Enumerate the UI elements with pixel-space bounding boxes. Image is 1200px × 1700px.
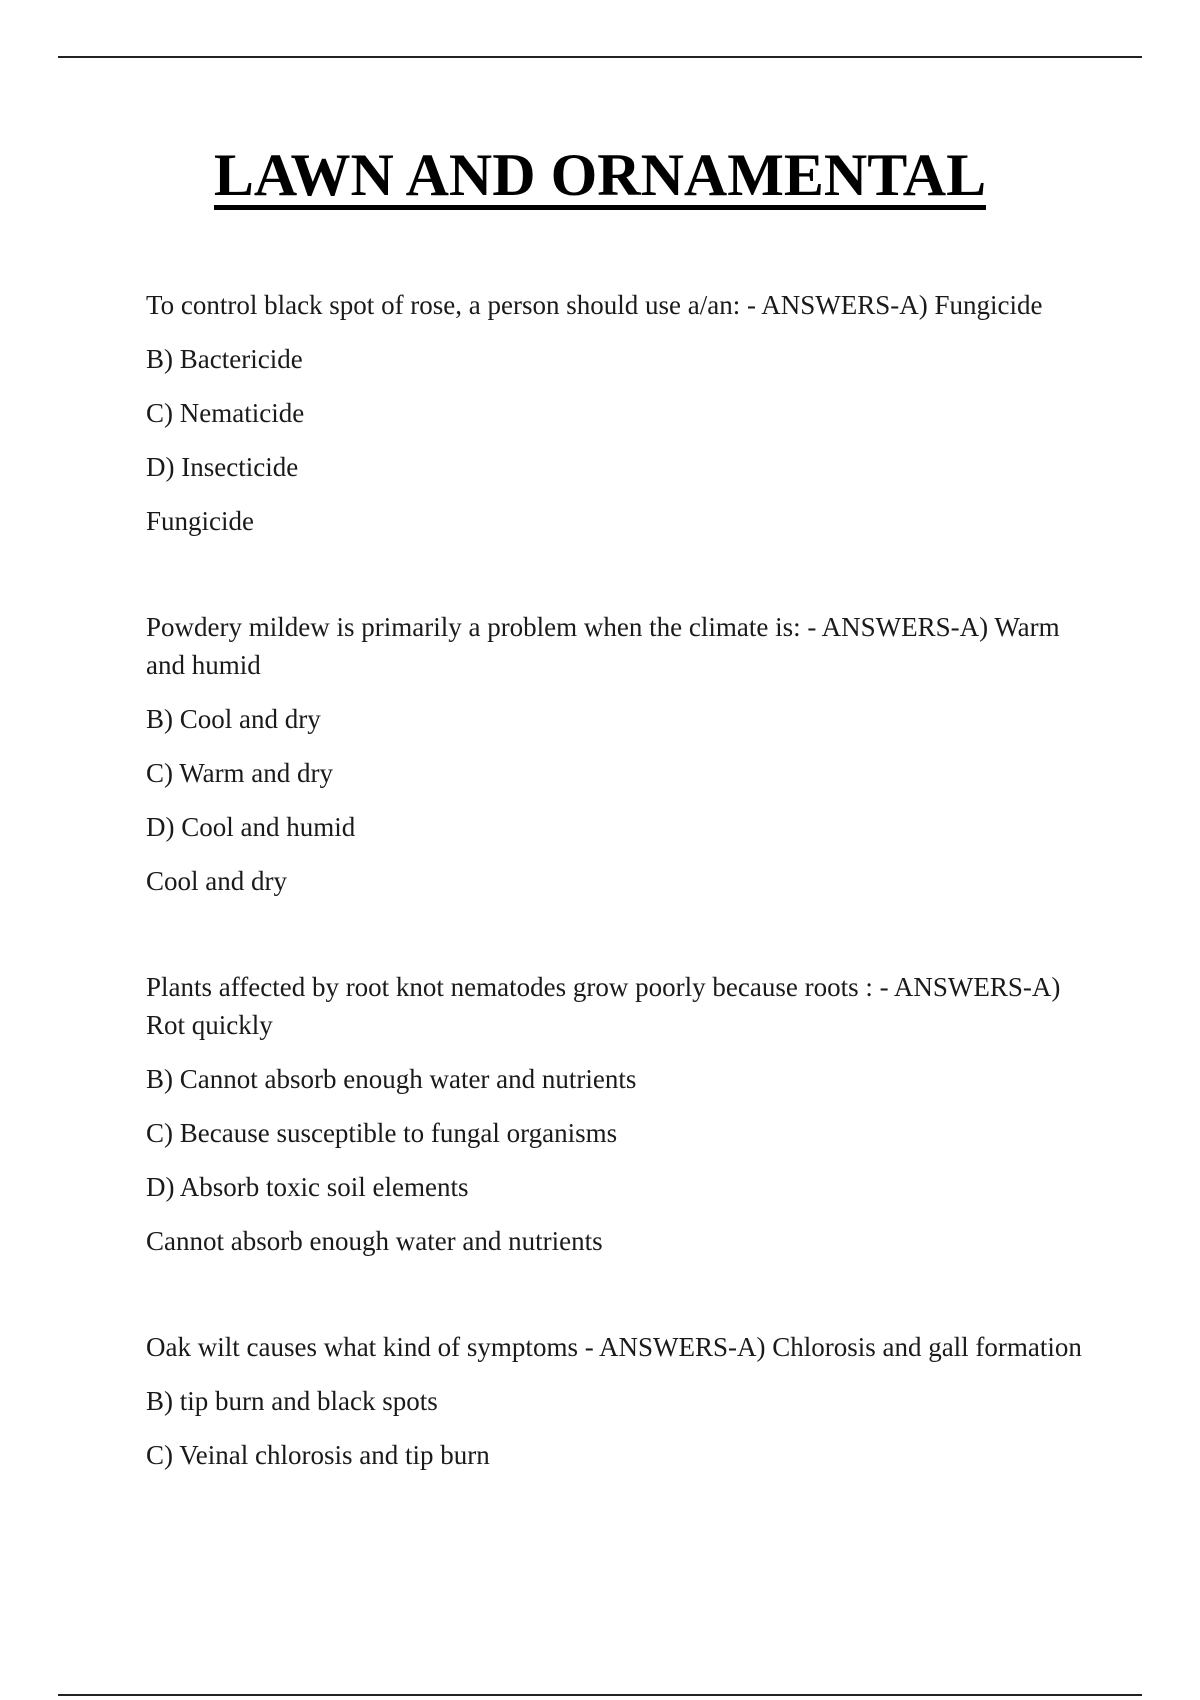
answer-option: D) Cool and humid (146, 812, 356, 842)
question-text: Oak wilt causes what kind of symptoms - ANSWERS-A) Chlorosis and gall formation (146, 1332, 1082, 1362)
answer-option: D) Insecticide (146, 452, 299, 482)
footer-rule (58, 1694, 1142, 1696)
document-body (146, 286, 1086, 1490)
question-text: Powdery mildew is primarily a problem when the climate is: - ANSWERS-A) Warm and humid (146, 612, 1060, 680)
question-block (146, 286, 1086, 540)
correct-answer: Cool and dry (146, 866, 287, 896)
question-block (146, 968, 1086, 1260)
answer-option: C) Warm and dry (146, 758, 334, 788)
page-title (0, 142, 1200, 210)
answer-option: C) Veinal chlorosis and tip burn (146, 1440, 490, 1470)
question-text: To control black spot of rose, a person should use a/an: - ANSWERS-A) Fungicide (146, 290, 1043, 320)
page-title-text: LAWN AND ORNAMENTAL (213, 142, 987, 208)
answer-option: C) Because susceptible to fungal organisms (146, 1118, 618, 1148)
header-rule (58, 56, 1142, 58)
answer-option: D) Absorb toxic soil elements (146, 1172, 469, 1202)
answer-option: B) Cool and dry (146, 704, 321, 734)
correct-answer: Fungicide (146, 506, 254, 536)
answer-option: B) tip burn and black spots (146, 1386, 438, 1416)
answer-option: B) Cannot absorb enough water and nutrients (146, 1064, 637, 1094)
question-block (146, 1328, 1086, 1474)
question-block (146, 608, 1086, 900)
answer-option: B) Bactericide (146, 344, 303, 374)
answer-option: C) Nematicide (146, 398, 305, 428)
question-text: Plants affected by root knot nematodes grow poorly because roots : - ANSWERS-A) Rot quickly (146, 972, 1061, 1040)
correct-answer: Cannot absorb enough water and nutrients (146, 1226, 603, 1256)
